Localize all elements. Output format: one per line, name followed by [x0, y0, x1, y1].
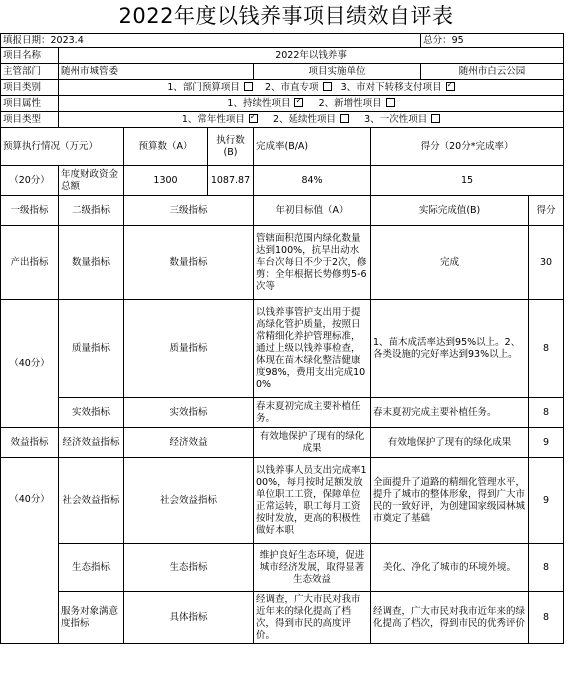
exec-b-label: 执行数(B) [208, 128, 254, 166]
service-level2: 服务对象满意度指标 [59, 592, 124, 644]
econ-target: 有效地保护了现有的绿化成果 [254, 428, 371, 458]
rate-value: 84% [254, 166, 371, 196]
budget-value: 1300 [124, 166, 208, 196]
exec-value: 1087.87 [208, 166, 254, 196]
econ-level2: 经济效益指标 [59, 428, 124, 458]
output-weight: （40分） [1, 300, 59, 428]
table-row [1, 544, 564, 592]
evaluation-table [0, 33, 564, 644]
attribute-label: 项目属性 [1, 96, 59, 112]
econ-actual: 有效地保护了现有的绿化成果 [371, 428, 529, 458]
social-score: 9 [529, 458, 564, 544]
target-header: 年初目标值（A） [254, 196, 371, 226]
table-row [1, 226, 564, 300]
output-indicator-label: 产出指标 [1, 226, 59, 300]
project-name-label: 项目名称 [1, 48, 59, 64]
service-actual: 经调查，广大市民对我市近年来的绿化提高了档次，得到市民的优秀评价 [371, 592, 529, 644]
effect-score: 8 [529, 398, 564, 428]
fund-total-label: 年度财政资金总额 [59, 166, 124, 196]
service-level3: 具体指标 [124, 592, 254, 644]
type-label: 项目类型 [1, 112, 59, 128]
category-checkbox-2[interactable] [323, 82, 332, 91]
benefit-weight: （40分） [1, 458, 59, 644]
quality-level3: 质量指标 [124, 300, 254, 398]
eco-actual: 美化、净化了城市的环境外境。 [371, 544, 529, 592]
table-row [1, 458, 564, 544]
attribute-option-1: 1、持续性项目 [227, 97, 291, 109]
total-score: 总分：95 [421, 34, 564, 48]
table-row [1, 592, 564, 644]
score-formula-label: 得分（20分*完成率） [371, 128, 564, 166]
impl-unit-value: 随州市白云公园 [421, 64, 564, 80]
attribute-options [59, 96, 564, 112]
quality-target: 以钱养事管护支出用于提高绿化管护质量，按照日常精细化养护管理标准，通过上级以钱养事检查，体现在苗木绿化整洁健康度98%，费用支出完成100% [254, 300, 371, 398]
type-options [59, 112, 564, 128]
actual-header: 实际完成值(B) [371, 196, 529, 226]
econ-level3: 经济效益 [124, 428, 254, 458]
budget-score-value: 15 [371, 166, 564, 196]
quality-level2: 质量指标 [59, 300, 124, 398]
eco-score: 8 [529, 544, 564, 592]
attribute-checkbox-1[interactable] [294, 98, 303, 107]
attribute-option-2: 2、新增性项目 [318, 97, 382, 109]
type-checkbox-2[interactable] [340, 114, 349, 123]
type-option-1: 1、常年性项目 [181, 113, 245, 125]
social-level3: 社会效益指标 [124, 458, 254, 544]
type-checkbox-3[interactable] [431, 114, 440, 123]
attribute-checkbox-2[interactable] [386, 98, 395, 107]
dept-value: 随州市城管委 [59, 64, 254, 80]
quality-score: 8 [529, 300, 564, 398]
table-row [1, 300, 564, 398]
social-actual: 全面提升了道路的精细化管理水平，提升了城市的整体形象，得到广大市民的一致好评，为创建国家级园林城市奠定了基础 [371, 458, 529, 544]
rate-label: 完成率(B/A) [254, 128, 371, 166]
effect-actual: 春末夏初完成主要补植任务。 [371, 398, 529, 428]
benefit-indicator-label: 效益指标 [1, 428, 59, 458]
quantity-level2: 数量指标 [59, 226, 124, 300]
effect-level3: 实效指标 [124, 398, 254, 428]
type-checkbox-1[interactable] [249, 114, 258, 123]
level3-header: 三级指标 [124, 196, 254, 226]
project-name-value: 2022年以钱养事 [59, 48, 564, 64]
budget-score-weight: （20分） [1, 166, 59, 196]
category-options [59, 80, 564, 96]
level1-header: 一级指标 [1, 196, 59, 226]
type-option-3: 3、一次性项目 [364, 113, 428, 125]
page-title: 2022年度以钱养事项目绩效自评表 [118, 4, 454, 28]
table-row [1, 398, 564, 428]
fill-date: 填报日期：2023.4 [1, 34, 421, 48]
category-label: 项目类别 [1, 80, 59, 96]
quantity-level3: 数量指标 [124, 226, 254, 300]
level2-header: 二级指标 [59, 196, 124, 226]
score-header: 得分 [529, 196, 564, 226]
category-checkbox-1[interactable] [244, 82, 253, 91]
category-checkbox-3[interactable] [446, 82, 455, 91]
service-target: 经调查，广大市民对我市近年来的绿化提高了档次，得到市民的高度评价。 [254, 592, 371, 644]
quantity-actual: 完成 [371, 226, 529, 300]
type-option-2: 2、延续性项目 [273, 113, 337, 125]
dept-label: 主管部门 [1, 64, 59, 80]
category-option-2: 2、市直专项 [265, 81, 319, 93]
category-option-3: 3、市对下转移支付项目 [340, 81, 442, 93]
eco-level2: 生态指标 [59, 544, 124, 592]
effect-target: 春末夏初完成主要补植任务。 [254, 398, 371, 428]
quantity-target: 管辖面积范围内绿化数量达到100%，抗旱出动水车台次每日不少于2次，修剪：全年根据长势修剪5-6次等 [254, 226, 371, 300]
effect-level2: 实效指标 [59, 398, 124, 428]
eco-level3: 生态指标 [124, 544, 254, 592]
quantity-score: 30 [529, 226, 564, 300]
quality-actual: 1、苗木成活率达到95%以上。2、各类设施的完好率达到93%以上。 [371, 300, 529, 398]
social-target: 以钱养事人员支出完成率100%，每月按时足额发放单位职工工资，保障单位正常运转，职工每月工资按时发放，更高的积极性做好本职 [254, 458, 371, 544]
category-option-1: 1、部门预算项目 [167, 81, 240, 93]
table-row [1, 428, 564, 458]
budget-heading: 预算执行情况（万元） [1, 128, 124, 166]
budget-a-label: 预算数（A） [124, 128, 208, 166]
eco-target: 维护良好生态环境，促进城市经济发展，取得显著生态效益 [254, 544, 371, 592]
social-level2: 社会效益指标 [59, 458, 124, 544]
impl-unit-label: 项目实施单位 [254, 64, 421, 80]
econ-score: 9 [529, 428, 564, 458]
service-score: 8 [529, 592, 564, 644]
